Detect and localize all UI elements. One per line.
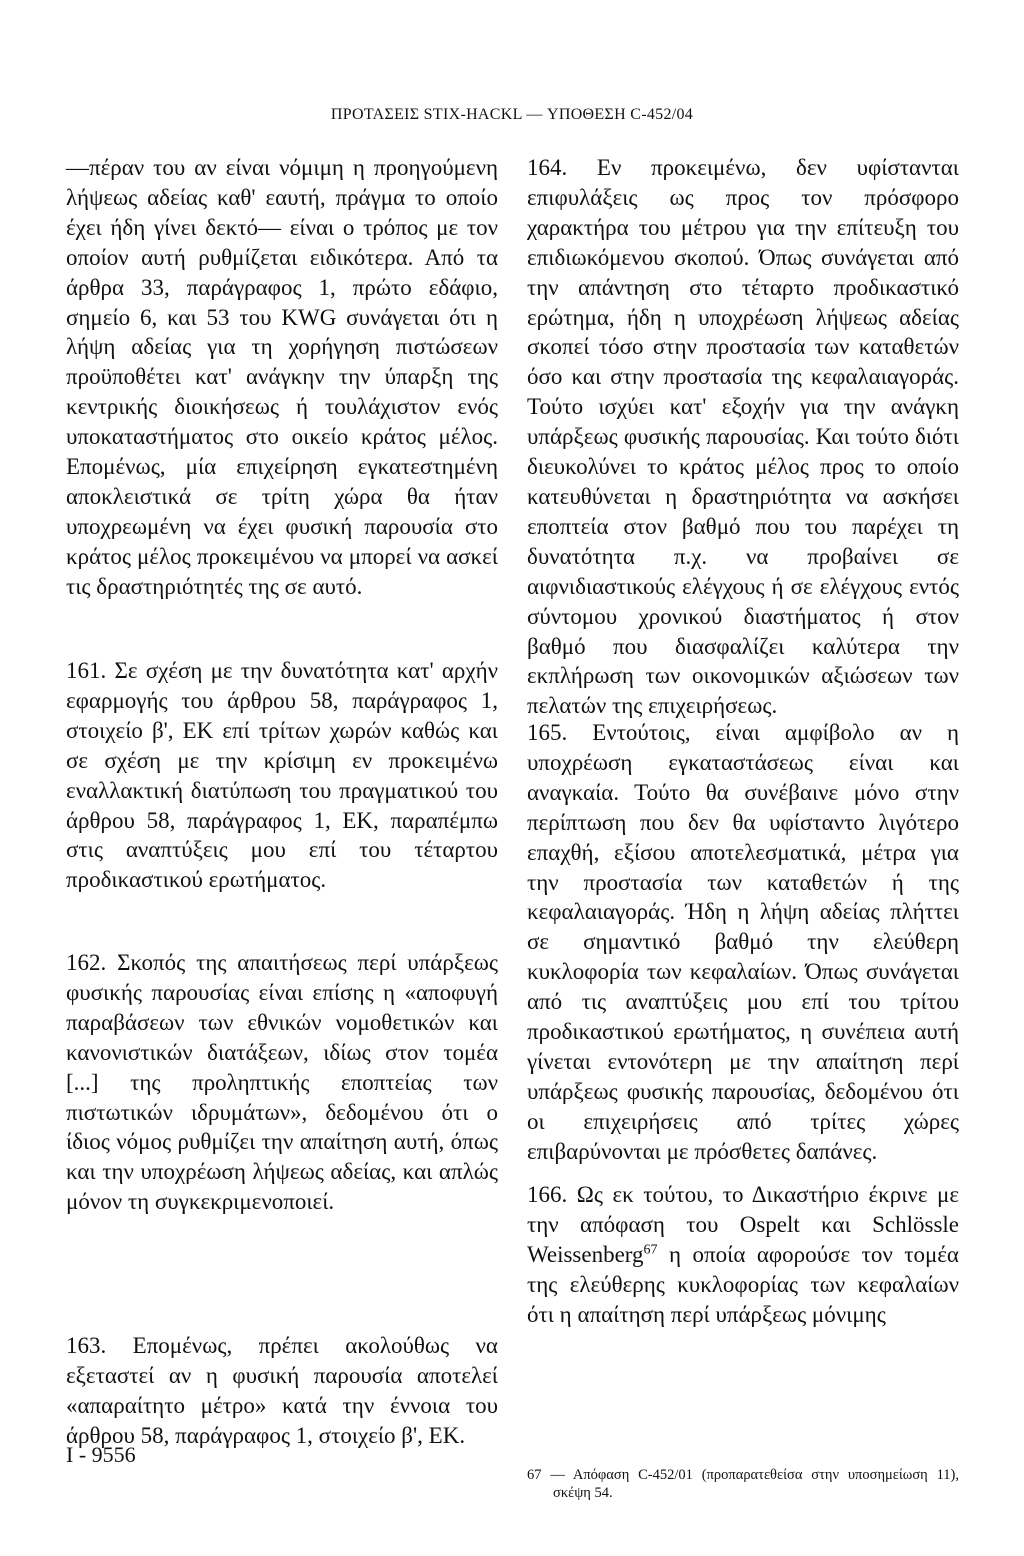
- paragraph-162: [66, 948, 498, 1217]
- paragraph-161: [66, 656, 498, 895]
- paragraph-165-text: 165. Εντούτοις, είναι αμφίβολο αν η υποχρέωση εγκαταστάσεως είναι και αναγκαία. Τούτο θα συνέβαινε μόνο στην περίπτωση που δεν θα υφίσταντο λιγότερο επαχθή, εξίσου αποτελεσματικά, μέτρα για την προστασία των καταθετών ή της κεφαλαιαγοράς. Ήδη η λήψη αδείας πλήττει σε σημαντικό βαθμό την ελεύθερη κυκλοφορία των κεφαλαίων. Όπως συνάγεται από τις αναπτύξεις μου επί του τρίτου προδικαστικού ερωτήματος, η συνέπεια αυτή γίνεται εντονότερη με την απαίτηση περί υπάρξεως φυσικής παρουσίας, δεδομένου ότι οι επιχειρήσεις από τρίτες χώρες επιβαρύνονται με πρόσθετες δαπάνες.: [527, 720, 959, 1164]
- paragraph-164: [527, 153, 959, 721]
- footnote-reference[interactable]: 67: [643, 1242, 658, 1258]
- paragraph-164-text: 164. Εν προκειμένω, δεν υφίστανται επιφυλάξεις ως προς τον πρόσφορο χαρακτήρα του μέτρου για την επίτευξη του επιδιωκόμενου σκοπού. Όπως συνάγεται από την απάντηση στο τέταρτο προδικαστικό ερώτημα, ήδη η υποχρέωση λήψεως αδείας σκοπεί τόσο στην προστασία των καταθετών όσο και στην προστασία της κεφαλαιαγοράς. Τούτο ισχύει κατ' εξοχήν για την ανάγκη υπάρξεως φυσικής παρουσίας. Και τούτο διότι διευκολύνει το κράτος μέλος προς το οποίο κατευθύνεται η δραστηριότητα να ασκήσει εποπτεία στον βαθμό που του παρέχει τη δυνατότητα π.χ. να προβαίνει σε αιφνιδιαστικούς ελέγχους ή σε ελέγχους εντός σύντομου χρονικού διαστήματος ή στον βαθμό που διασφαλίζει καλύτερα την εκπλήρωση των οικονομικών αξιώσεων των πελατών της επιχειρήσεως.: [527, 155, 959, 719]
- paragraph-163: [66, 1331, 498, 1451]
- page-number: I - 9556: [66, 1442, 136, 1467]
- paragraph-166-start: 166. Ως εκ τούτου, το Δικαστήριο έκρινε με την απόφαση του Ospelt και Schlössle Weissenberg: [527, 1182, 959, 1267]
- paragraph-166: [527, 1180, 959, 1330]
- paragraph-163-text: 163. Επομένως, πρέπει ακολούθως να εξεταστεί αν η φυσική παρουσία αποτελεί «απαραίτητο μέτρο» κατά την έννοια του άρθρου 58, παράγραφος 1, στοιχείο β', ΕΚ.: [66, 1333, 498, 1448]
- footnote: [527, 1466, 959, 1502]
- footnote-text: 67 — Απόφαση C-452/01 (προπαρατεθείσα στην υποσημείωση 11), σκέψη 54.: [527, 1467, 959, 1501]
- paragraph-166-end: η οποία αφορούσε τον τομέα της ελεύθερης κυκλοφορίας των κεφαλαίων ότι η απαίτηση περί υπάρξεως μόνιμης: [527, 1241, 959, 1327]
- paragraph-162-text: 162. Σκοπός της απαιτήσεως περί υπάρξεως φυσικής παρουσίας είναι επίσης η «αποφυγή παραβάσεων των εθνικών νομοθετικών και κανονιστικών διατάξεων, ιδίως στον τομέα [...] της προληπτικής εποπτείας των πιστωτικών ιδρυμάτων», δεδομένου ότι ο ίδιος νόμος ρυθμίζει την απαίτηση αυτή, όπως και την υποχρέωση λήψεως αδείας, και απλώς μόνον τη συγκεκριμενοποιεί.: [66, 950, 498, 1215]
- paragraph-165: [527, 718, 959, 1167]
- left-column: [66, 153, 498, 602]
- paragraph-161-text: 161. Σε σχέση με την δυνατότητα κατ' αρχήν εφαρμογής του άρθρου 58, παράγραφος 1, στοιχείο β', ΕΚ επί τρίτων χωρών καθώς και σε σχέση με την κρίσιμη εν προκειμένω εναλλακτική διατύπωση του πραγματικού του άρθρου 58, παράγραφος 1, ΕΚ, παραπέμπω στις αναπτύξεις μου επί του τέταρτου προδικαστικού ερωτήματος.: [66, 658, 498, 893]
- running-header: ΠΡΟΤΑΣΕΙΣ STIX-HACKL — ΥΠΟΘΕΣΗ C-452/04: [330, 106, 694, 123]
- paragraph-continuation: —πέραν του αν είναι νόμιμη η προηγούμενη λήψεως αδείας καθ' εαυτή, πράγμα το οποίο έχει ήδη γίνει δεκτό— είναι ο τρόπος με τον οποίον αυτή ρυθμίζεται ειδικότερα. Από τα άρθρα 33, παράγραφος 1, πρώτο εδάφιο, σημείο 6, και 53 του KWG συνάγεται ότι η λήψη αδείας για τη χορήγηση πιστώσεων προϋποθέτει κατ' ανάγκην την ύπαρξη της κεντρικής διοικήσεως ή τουλάχιστον ενός υποκαταστήματος στο οικείο κράτος μέλος. Επομένως, μία επιχείρηση εγκατεστημένη αποκλειστικά σε τρίτη χώρα θα ήταν υποχρεωμένη να έχει φυσική παρουσία στο κράτος μέλος προκειμένου να μπορεί να ασκεί τις δραστηριότητές της σε αυτό.: [66, 155, 498, 599]
- paragraph-166-text: [527, 1180, 959, 1330]
